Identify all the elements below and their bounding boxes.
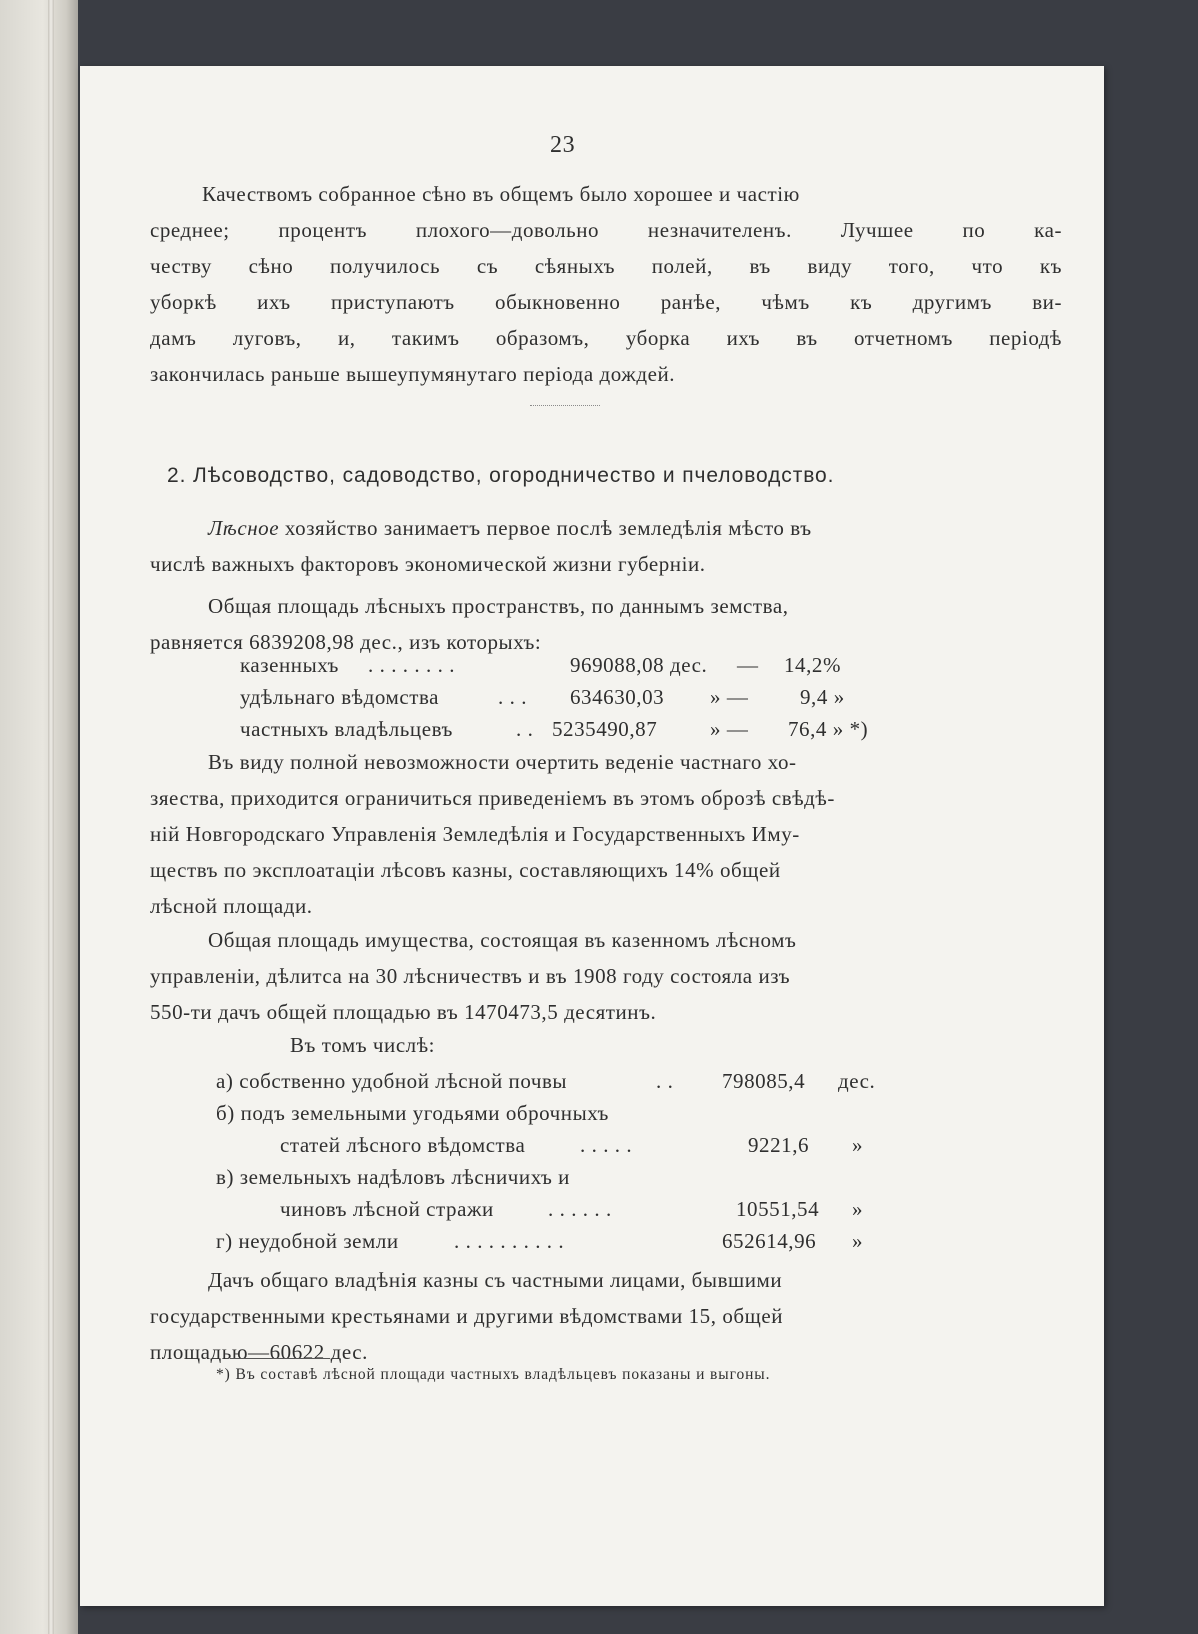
paragraph-joint-ownership <box>150 1262 1062 1370</box>
table-row <box>216 1098 1016 1128</box>
footnote: *) Въ составѣ лѣсной площади частныхъ владѣльцевъ показаны и выгоны. <box>216 1366 771 1383</box>
text-line: Общая площадь имущества, состоящая въ казенномъ лѣсномъ <box>208 928 797 952</box>
table-row <box>216 1194 1016 1224</box>
table-row <box>216 1130 1016 1160</box>
text-line: дамъ луговъ, и, такимъ образомъ, уборка ихъ въ отчетномъ періодѣ <box>150 326 1062 350</box>
leader-dots: . . . . . . <box>548 1197 612 1221</box>
row-label: в) земельныхъ надѣловъ лѣсничихъ и <box>216 1165 570 1189</box>
text-line: числѣ важныхъ факторовъ экономической жизни губерніи. <box>150 552 706 576</box>
paragraph-state-management <box>150 744 1062 924</box>
row-unit: » <box>852 1133 864 1157</box>
row-unit: дес. <box>838 1069 876 1093</box>
row-percent: 76,4 » *) <box>788 717 869 741</box>
table-row <box>216 1226 1016 1256</box>
row-percent: 9,4 » <box>800 685 845 709</box>
table-row <box>216 1162 1016 1192</box>
row-value: 9221,6 <box>748 1133 810 1157</box>
leader-dots: . . <box>656 1069 674 1093</box>
row-value: 5235490,87 <box>552 717 658 741</box>
row-value: 652614,96 <box>722 1229 817 1253</box>
left-page-edge <box>0 0 78 1634</box>
row-label: частныхъ владѣльцевъ <box>240 717 453 741</box>
text-line: площадью—60622 дес. <box>150 1340 368 1364</box>
row-label: статей лѣсного вѣдомства <box>280 1133 526 1157</box>
row-label: а) собственно удобной лѣсной почвы <box>216 1069 568 1093</box>
leader-dots: . . . <box>498 685 527 709</box>
row-label: г) неудобной земли <box>216 1229 399 1253</box>
text-line: государственными крестьянами и другими вѣдомствами 15, общей <box>150 1304 783 1328</box>
paragraph-forest-districts <box>150 922 1062 1030</box>
text-line: Общая площадь лѣсныхъ пространствъ, по даннымъ земства, <box>208 594 789 618</box>
row-dash: » — <box>710 685 749 709</box>
text-line: среднее; процентъ плохого—довольно незначителенъ. Лучшее по ка- <box>150 218 1062 242</box>
text-line: Въ виду полной невозможности очертить веденіе частнаго хо- <box>208 750 797 774</box>
row-value: 634630,03 <box>570 685 665 709</box>
table-row <box>240 682 1000 712</box>
row-value: 798085,4 <box>722 1069 806 1093</box>
leader-dots: . . . . . . . . <box>368 653 455 677</box>
text-line <box>150 510 1062 546</box>
text-line: лѣсной площади. <box>150 894 313 918</box>
ornament-divider <box>530 405 600 407</box>
lead-word: Лѣсное <box>208 516 280 540</box>
row-dash: — <box>737 653 759 677</box>
text-line-rest: хозяйство занимаетъ первое послѣ земледѣлія мѣсто въ <box>284 516 812 540</box>
row-label: удѣльнаго вѣдомства <box>240 685 440 709</box>
row-value: 10551,54 <box>736 1197 820 1221</box>
in-number-label: Въ томъ числѣ: <box>290 1033 436 1057</box>
row-label: казенныхъ <box>240 653 339 677</box>
text-line: Дачъ общаго владѣнія казны съ частными лицами, бывшими <box>208 1268 783 1292</box>
row-label: чиновъ лѣсной стражи <box>280 1197 494 1221</box>
table-row <box>216 1066 1016 1096</box>
text-line: управленіи, дѣлитса на 30 лѣсничествъ и въ 1908 году состояла изъ <box>150 964 791 988</box>
table-row <box>240 650 1000 680</box>
text-line: Качествомъ собранное сѣно въ общемъ было хорошее и частію <box>202 182 800 206</box>
row-percent: 14,2% <box>784 653 841 677</box>
document-page <box>80 66 1104 1606</box>
text-line: закончилась раньше вышеупумянутаго періода дождей. <box>150 362 676 386</box>
page-number: 23 <box>550 132 576 158</box>
row-unit: » <box>852 1197 864 1221</box>
leader-dots: . . . . . . . . . . <box>454 1229 565 1253</box>
row-value: 969088,08 дес. <box>570 653 708 677</box>
row-label: б) подъ земельными угодьями оброчныхъ <box>216 1101 609 1125</box>
book-gutter <box>48 0 54 1634</box>
row-unit: » <box>852 1229 864 1253</box>
text-line: ній Новгородскаго Управленія Земледѣлія и Государственныхъ Иму- <box>150 822 800 846</box>
paragraph-forestry-intro <box>150 510 1062 582</box>
text-line: равняется 6839208,98 дес., изъ которыхъ: <box>150 630 542 654</box>
leader-dots: . . . . . <box>580 1133 633 1157</box>
text-line: 550-ти дачъ общей площадью въ 1470473,5 десятинъ. <box>150 1000 657 1024</box>
row-dash: » — <box>710 717 749 741</box>
footnote-rule <box>230 1358 330 1359</box>
table-row <box>240 714 1000 744</box>
text-line: зяества, приходится ограничиться приведеніемъ въ этомъ оброзѣ свѣдѣ- <box>150 786 835 810</box>
leader-dots: . . <box>516 717 534 741</box>
text-line: уборкѣ ихъ приступаютъ обыкновенно ранѣе, чѣмъ къ другимъ ви- <box>150 290 1062 314</box>
text-line: ществъ по эксплоатаціи лѣсовъ казны, составляющихъ 14% общей <box>150 858 781 882</box>
section-heading: 2. Лѣсоводство, садоводство, огородничество и пчеловодство. <box>167 464 835 487</box>
paragraph-hay-quality <box>150 176 1062 392</box>
text-line: честву сѣно получилось съ сѣяныхъ полей, въ виду того, что къ <box>150 254 1062 278</box>
